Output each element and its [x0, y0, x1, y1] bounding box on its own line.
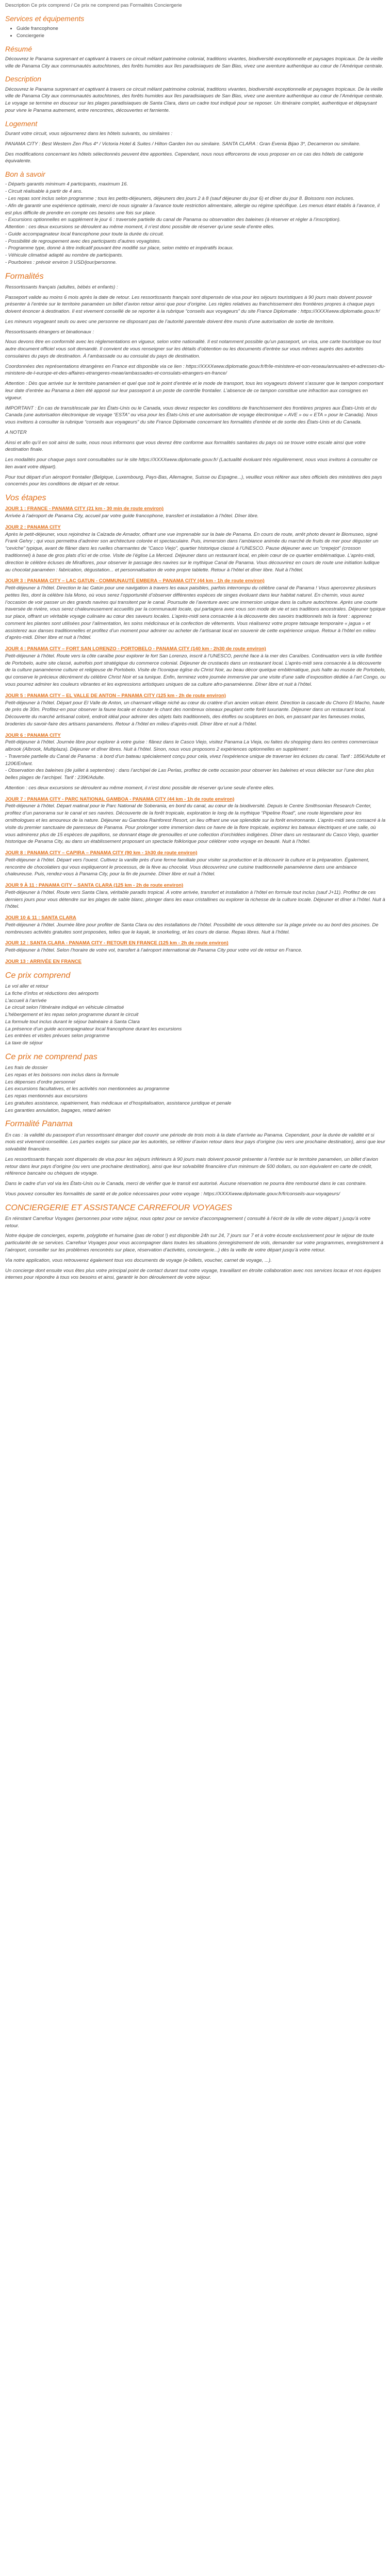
logement-hotels: PANAMA CITY : Best Western Zen Plus 4* / Victoria Hotel & Suites / Hilton Garden Inn ou similaire. SANTA CLARA : Gran Evenia Bijao 3*, Decameron ou similaire. [5, 141, 361, 147]
day-title: JOUR 5 : PANAMA CITY – EL VALLE DE ANTON – PANAMA CITY (125 km - 2h de route environ) [5, 692, 226, 699]
day-text: Petit-déjeuner à l’hôtel. Route vers Santa Clara, véritable paradis tropical. À votre arrivée, transfert et installation à l’hôtel en formule tout inclus (sauf J+11). Profitez de ces derniers jours pour vous détendre sur les plages de sable blanc, plonger dans les eaux cristallines ou explorer la richesse de la culture locale. Déjeuner et dîner à l’hôtel. Nuit à l’hôtel. [5, 889, 385, 910]
day-title: JOUR 10 & 11 : SANTA CLARA [5, 915, 76, 921]
bon-a-savoir-line: - Les repas sont inclus selon programme ; tous les petits-déjeuners, déjeuners des jours 2 à 8 (sauf déjeuner du jour 6) et dîner du jour 8. Boissons non incluses. [5, 195, 354, 201]
formalites-text: Pour tout départ d’un aéroport frontalier (Belgique, Luxembourg, Pays-Bas, Allemagne, Suisse ou Espagne...), veuillez vous référer aux sites officiels des ministères des pays concernés pour les conditions de départ et de retour. [5, 474, 382, 487]
logement-intro: Durant votre circuit, vous séjournerez dans les hôtels suivants, ou similaires : [5, 131, 173, 137]
formalite-panama-text: Dans le cadre d’un vol via les États-Unis ou le Canada, merci de vérifier que le transit est autorisé. Aucune réservation ne pourra être remboursé dans le cas contraire. [5, 1181, 367, 1187]
days-title: Vos étapes [5, 494, 46, 503]
services-title: Services et équipements [5, 14, 85, 23]
inclus-list [5, 983, 386, 1047]
formalites-title: Formalités [5, 272, 44, 281]
non-inclus-item: Les garanties annulation, bagages, retard aérien [5, 1107, 111, 1113]
inclus-item: La fiche d’infos et réductions des aéroports [5, 990, 99, 996]
formalites-text: Ressortissants étrangers et binationaux : [5, 329, 94, 335]
service-item: • Conciergerie [17, 32, 386, 40]
day-text: Petit-déjeuner à l’hôtel. Route vers la côte caraïbe pour explorer le fort San Lorenzo, inscrit à l’UNESCO, perché face à la mer des Caraïbes. Continuation vers la ville fortifiée de Portobelo, autre site classé, autrefois port stratégique du commerce colonial. Déjeuner de crustacés dans un restaurant local. L’après-midi sera consacrée à la découverte de la culture panaméenne culture et religieuse de Portobelo. Visite de l’Iconique église du Christ Noir, au beau décor quelque emblématique, puis halte au musée de Portobelo, qui conserve le précieux décrément du célèbre Christ Noir et sa tunique. Enfin, terminez votre journée immersive par une visite d’une salle d’exposition dédiée à l’art Congo, ou vous pourrez admirer les couleurs vibrantes et les expressions artistiques uniques de sa culture afro-panaméenne. Dîner libre et nuit à l’hôtel. [5, 653, 386, 687]
day-text: Arrivée à l’aéroport de Panama City, accueil par votre guide francophone, transfert et installation à l’hôtel. Dîner libre. [5, 513, 259, 519]
conciergerie-text: Via notre application, vous retrouverez également tous vos documents de voyage (e-billets, voucher, carnet de voyage, ...). [5, 1257, 272, 1263]
formalites-text: Les mineurs voyageant seuls ou avec une personne ne disposant pas de l’autorité parentale doivent être munis d’une autorisation de sortie de territoire. [5, 318, 335, 325]
formalites-text: Attention : Dès que arrivée sur le territoire panaméen et quel que soit le point d’entrée et le mode de transport, tous les voyageurs doivent s’assurer que le tampon comportant leur date d’entrée au Panama a bien été apposé sur leur passeport à un poste de contrôle frontalier. L’absence de ce tampon constitue une infraction aux consignes en vigueur. [5, 381, 383, 401]
non-inclus-item: Les dépenses d’ordre personnel [5, 1079, 75, 1085]
day-block [5, 524, 386, 573]
formalite-panama-text: Les ressortissants français sont dispensés de visa pour les séjours inférieurs à 90 jours mais doivent pouvoir présenter à l’entrée sur le territoire panaméen, un billet d’avion retour dans leur pays d’origine (ou vers une prochaine destination), ainsi que leur solvabilité financière d’un minimum de 500 dollars, ou son équivalent en carte de crédit, référence bancaire ou chèques de voyage. [5, 1156, 378, 1177]
non-inclus-item: Les frais de dossier [5, 1065, 48, 1071]
formalites-text: IMPORTANT : En cas de transit/escale par les États-Unis ou le Canada, vous devez respecter les conditions de franchissement des frontières propres aux États-Unis et du Canada (une autorisation électronique de voyage “ESTA” ou visa pour les États-Unis et une autorisation de voyage électronique « AVE » ou « ETA » pour le Canada). Nous vous invitons à consulter la rubrique “conseils aux voyageurs” du site France Diplomatie concernant les formalités d’entrée et de sortie des États-Unis et du Canada. [5, 405, 378, 426]
day-block [5, 940, 386, 954]
resume-text: Découvrez le Panama surprenant et captivant à travers ce circuit mêlant patrimoine colonial, traditions vivantes, biodiversité exceptionnelle et paysages tropicaux. De la vieille ville de Panama City aux communautés autochtones, des forêts humides aux îles paradisiaques de San Blas, vivez une aventure authentique au cœur de l’Amérique centrale. [5, 56, 383, 69]
inclus-item: Le circuit selon l’itinéraire indiqué en véhicule climatisé [5, 1005, 124, 1011]
service-item: • Guide francophone [17, 25, 386, 32]
formalites-text: Nous devons être en conformité avec les réglementations en vigueur, selon votre nationalité. Il est notamment possible qu’un passeport, un visa, une carte touristique ou tout autre document officiel vous soit demandé. Il convient de vous renseigner sur les détails d’obtention ou les documents d’entrée sur vous mêmes auprès des autorités consulaires du pays de destination. À l’ambassade ou au consulat du pays de destination. [5, 339, 381, 359]
day-extra: - Traversée partielle du Canal de Panama : à bord d’un bateau spécialement conçu pour cela, vivez l’expérience unique de traverser les écluses du canal. Tarif : 185€/Adulte et 120€/Enfant. [5, 753, 385, 767]
day-text: Petit-déjeuner à l’hôtel. Départ pour El Valle de Anton, un charmant village niché au cœur du cratère d’un ancien volcan éteint. Direction la cascade du Chorro El Macho, haute de près de 30m. Profitez-en pour observer la faune locale et écouter le chant des nombreux oiseaux peuplant cette forêt luxuriante. Déjeuner dans un restaurant local. Découverte du marché artisanal coloré, endroit idéal pour admirer des objets faits traditionnels, des étoffes ou sculptures en bois, en passant par les fameuses molas, broderies du savoir-faire des artisans panaméens. Retour à l’hôtel en milieu d’après-midi. Dîner libre et nuit à l’hôtel. [5, 700, 385, 727]
formalite-panama-text: Vous pouvez consulter les formalités de santé et de police nécessaires pour votre voyage : https://XXXXwww.diplomatie.gouv.fr/fr/conseils-aux-voyageurs/ [5, 1191, 340, 1197]
day-text: Petit-déjeuner à l’hôtel. Départ matinal pour le Parc National de Soberania, en bord du canal, au cœur de la biodiversité. Depuis le Centre Smithsonian Research Center, profitez d’un panorama sur le canal et ses navires. Découverte de la forêt tropicale, exploration le long de la mythique “Pipeline Road”, une route légendaire pour les ornithologues et les amoureux de la nature. Déjeuner au Gamboa Rainforest Resort, un lieu offrant une vue splendide sur la forêt environnante. L’après-midi sera consacré à la visite du premier sanctuaire de paresseux de Panama. Pour prolonger votre immersion dans ce havre de la flore tropicale, explorez les bateaux électriques et une salle, où vous admirerez plus de 15 espèces de papillons, se donnant étage de grenouilles et une collection d’orchidées indigènes. Dîner dans un restaurant du Casco Viejo, quartier historique de Panama City, au dans un établissement proposant un spectacle folklorique pour célébrer votre voyage en beauté. Nuit à l’hôtel. [5, 803, 386, 845]
formalites-text: Passeport valide au moins 6 mois après la date de retour. Les ressortissants français sont dispensés de visa pour les séjours touristiques à 90 jours mais doivent pouvoir présenter à l’entrée sur le territoire panaméen un billet d’avion retour ainsi que pour d’origine. Les règles relatives au franchissement des frontières propres à chaque pays doivent énoncer à destination. Il est vivement conseillé de se reporter à la rubrique “conseils aux voyageurs” du site France Diplomatie : https://XXXXwww.diplomatie.gouv.fr/ [5, 294, 380, 315]
day-block [5, 882, 386, 910]
formalites-text: Coordonnées des représentations étrangères en France est disponible via ce lien : https://XXXXwww.diplomatie.gouv.fr/fr/le-ministere-et-son-reseau/annuaires-et-adresses-du-ministere-de-l-europe-et-des-affaires-etrangeres-meae/ambassades-et-consulats-etrangers-en-france/ [5, 363, 385, 377]
day-text: Petit-déjeuner à l’hôtel. Départ vers l’ouest. Cultivez la vanille près d’une ferme familiale pour visiter sa production et la découvrir la culture et la préparation. Également, rencontre de chocolatiers qui vous expliqueront le processus, de la fève au chocolat. Vous découvrirez une cuisine traditionnelle panaméenne dans une ambiance chaleureuse. Puis, rendez-vous à Panama City, pour la fin de journée. Dîner libre et nuit à l’hôtel. [5, 857, 369, 877]
bon-a-savoir-list [5, 181, 386, 266]
day-title: JOUR 13 : ARRIVÉE EN FRANCE [5, 959, 82, 965]
inclus-item: La taxe de séjour [5, 1040, 43, 1046]
day-title: JOUR 2 : PANAMA CITY [5, 524, 61, 530]
bon-a-savoir-line: - Pourboires : prévoir environ 3 USD/jour/personne. [5, 259, 117, 265]
formalites-text: Les modalités pour chaque pays sont consultables sur le site https://XXXXwww.diplomatie.gouv.fr/ (Lactualité évoluant très régulièrement, nous vous invitons à consulter ce lien avant votre départ). [5, 457, 378, 470]
day-block [5, 958, 386, 965]
day-title: JOUR 3 : PANAMA CITY – LAC GATUN - COMMUNAUTÉ EMBERA – PANAMA CITY (44 km - 1h de route environ) [5, 578, 265, 584]
bon-a-savoir-line: - Programme type, donné à titre indicatif pouvant être modifié sur place, selon météo et impératifs locaux. [5, 245, 234, 251]
day-block [5, 646, 386, 688]
bon-a-savoir-line: - Afin de garantir une expérience optimale, merci de nous signaler à l’avance toute restriction alimentaire, allergie ou régime spécifique. Les menus étant établis à l’avance, il est plus difficile de prendre en compte ces besoins une fois sur place. [5, 202, 380, 216]
bon-a-savoir-line: - Possibilité de regroupement avec des participants d’autres voyagistes. [5, 238, 161, 244]
resume-title: Résumé [5, 44, 32, 53]
day-title: JOUR 7 : PANAMA CITY - PARC NATIONAL GAMBOA - PANAMA CITY (44 km - 1h de route environ) [5, 796, 235, 802]
non-inclus-item: Les repas mentionnés aux excursions [5, 1093, 88, 1099]
day-block [5, 796, 386, 845]
conciergerie-text: En réinstant Carrefour Voyages (personnes pour votre séjour, nous optez pour ce service d’accompagnement ( consulté à l’écrit de la ville de votre départ ) jusqu’à votre retour. [5, 1215, 371, 1229]
conciergerie-text: Un concierge dont ensuite vous êtes plus votre principal point de contact durant tout notre voyage, travaillant en étroite collaboration avec nos services locaux et nos équipes internes pour répondre à tous vos besoins et ainsi, garantir le bon déroulement de votre séjour. [5, 1267, 381, 1281]
day-text: Petit-déjeuner à l’hôtel. Journée libre pour profiter de Santa Clara ou des installations de l’hôtel. Possibilité de vous détendre sur la plage privée ou au bord des piscines. De nombreuses activités gratuites sont proposées, telles que le kayak, le snorkeling, et les cours de danse. Repas libres. Nuit à l’hôtel. [5, 922, 379, 935]
day-text: Après le petit-déjeuner, vous rejoindrez la Calzada de Amador, offrant une vue imprenable sur la baie de Panama. En cours de route, arrêt photo devant le Biomuseo, signé Frank Gehry ; qui vous permettra d’admirer son architecture colorée et spectaculaire. Puis, immersion dans l’ambiance animée du marché de fruits de mer pour déguster un “ceviche” typique, avant de flâner dans les ruelles charmantes de “Casco Viejo”, quartier historique classé à l’UNESCO. Pause déjeuner avec un “crepejot” (crosson traditionnel) à base de gros plats d’ici et de crise. Visite de l’église La Merced. Déjeuner dans un restaurant local, en plein cœur de ce quartier emblématique. L’après-midi, direction le célèbre écluses de Miraflores, pour observer le passage des navires sur le mythique Canal de Panama. Vous découvrirez en cours de route une initiation ludique au chocolat panaméen : fabrication, dégustation... et personnalisation de votre propre tablette. Retour à l’hôtel et dîner libre. Nuit à l’hôtel. [5, 531, 380, 573]
conciergerie-title: CONCIERGERIE ET ASSISTANCE CARREFOUR VOYAGES [5, 1203, 233, 1212]
day-text: Petit-déjeuner à l’hôtel. Direction le lac Gatún pour une navigation à travers les eaux paisibles, parfois interrompu du célèbre canal de Panama ! Vous apercevrez plusieurs petites îles, dont la célèbre Isla Mono, où vous serez l’opportunité d’observer différentes espèces de singes évoluant dans leur habitat naturel. En chemin, vous aurez l’occasion de voir passer un des grands navires qui transitent par le canal. Poursuite de l’aventure avec une immersion unique dans la culture autochtone. Après une courte traversée de rivière, vous serez chaleureusement accueillis par la communauté locale, qui partagera avec vous son mode de vie et ses traditions ancestrales. Déjeuner typique sur place, offrant un véritable voyage culinaire au cœur des saveurs locales. L’après-midi sera consacrée à la découverte des savoirs traditionnels tels la foret : apprenez comment les plantes sont utilisées pour l’alimentation, les soins médicinaux et la confection de vêtements. Vous réaliserez votre propre tatouage temporaire « jagua » et assisterez aux danses traditionnelles et profitez d’un moment pour admirer ou acheter de l’artisanat local en souvenir de cette expérience unique. Retour à l’hôtel en milieu d’après-midi. Dîner libre et nuit à l’hôtel. [5, 585, 386, 641]
day-title: JOUR 8 : PANAMA CITY – CAPIRA – PANAMA CITY (90 km - 1h30 de route environ) [5, 850, 198, 856]
day-block [5, 914, 386, 936]
bon-a-savoir-line: - Départs garantis minimum 4 participants, maximum 16. [5, 181, 128, 188]
bon-a-savoir-line: - Véhicule climatisé adapté au nombre de participants. [5, 252, 123, 259]
non-inclus-item: Les repas et les boissons non inclus dans la formule [5, 1072, 119, 1078]
day-block [5, 732, 386, 792]
bon-a-savoir-line: - Guide accompagnateur local francophone pour toute la durée du circuit. [5, 231, 164, 237]
day-title: JOUR 1 : FRANCE - PANAMA CITY (21 km - 30 min de route environ) [5, 506, 164, 512]
inclus-item: L’hébergement et les repas selon programme durant le circuit [5, 1012, 139, 1018]
inclus-title: Ce prix comprend [5, 971, 71, 980]
day-block [5, 850, 386, 878]
description-title: Description [5, 75, 42, 83]
day-title: JOUR 6 : PANAMA CITY [5, 732, 61, 738]
formalite-panama-title: Formalité Panama [5, 1120, 73, 1129]
day-title: JOUR 12 : SANTA CLARA - PANAMA CITY - RETOUR EN FRANCE (125 km - 2h de route environ) [5, 940, 229, 946]
conciergerie-text: Notre équipe de concierges, experte, polyglotte et humaine (pas de robot !) est disponible 24h sur 24, 7 jours sur 7 et à votre écoute exclusivement pour le séjour de toute particularité de se services. Carrefour Voyages pour vous accompagner dans toutes les situations (enregistrement de vols, demander sur votre programmes, enregistrement à l’aéroport, conseiller sur les problèmes rencontrés sur place, réservation d’activités, conciergerie...) dès la veille de votre départ jusqu’à votre retour. [5, 1233, 384, 1253]
day-text: Petit-déjeuner à l’hôtel. Journée libre pour explorer à votre guise : flânez dans le Casco Viejo, visitez Panama La Vieja, ou faites du shopping dans les centres commerciaux albrook (Albrook, Multiplaza). Déjeuner et dîner libres. Nuit à l’hôtel. Sinon, nous vous proposons 2 expériences optionnelles en supplément : [5, 739, 379, 753]
bottom-padding [5, 1284, 386, 1289]
day-block [5, 578, 386, 641]
bon-a-savoir-line: - Excursions optionnelles en supplément le jour 6 : traversée partielle du canal de Panama ou observation des baleines (à réserver et régler à l’inscription). [5, 217, 341, 223]
day-text: Petit-déjeuner à l’hôtel. Selon l’horaire de votre vol, transfert à l’aéroport international de Panama City pour votre vol de retour en France. [5, 947, 303, 954]
formalite-panama-text: En cas : la validité du passeport d’un ressortissant étranger doit couvrir une période de trois mois à la date d’arrivée au Panama. Cependant, pour la durée de validité et si mois est vivement conseillée. Les parties exigés sur place par les autorités, se référer d’avion retour dans leur pays d’origine (ou vers une prochaine destination), ainsi que leur solvabilité financière. [5, 1132, 385, 1153]
page-nav-line[interactable]: Description Ce prix comprend / Ce prix ne comprend pas Formalités Conciergerie [5, 3, 182, 8]
day-title: JOUR 9 À 11 : PANAMA CITY – SANTA CLARA (125 km - 2h de route environ) [5, 883, 184, 889]
inclus-item: Le vol aller et retour [5, 983, 48, 989]
non-inclus-item: Les excursions facultatives, et les activités non mentionnées au programme [5, 1086, 170, 1092]
formalites-text: Ressortissants français (adultes, bébés et enfants) : [5, 284, 118, 290]
bon-a-savoir-line: Attention : ces deux excursions se déroulent au même moment, il n’est donc possible de réserver qu’une seule d’entre elles. [5, 224, 275, 230]
day-title: JOUR 4 : PANAMA CITY – FORT SAN LORENZO - PORTOBELO - PANAMA CITY (140 km - 2h30 de route environ) [5, 646, 266, 652]
non-inclus-list [5, 1064, 386, 1114]
non-inclus-title: Ce prix ne comprend pas [5, 1052, 97, 1061]
inclus-item: L’accueil à l’arrivée [5, 997, 47, 1004]
formalites-text: Ainsi et afin qu’il en soit ainsi de suite, nous nous informons que vous devrez être conforme aux formalités sanitaires du pays où se trouve votre escale ainsi que votre destination finale. [5, 439, 366, 453]
day-block [5, 692, 386, 728]
bon-a-savoir-line: - Circuit réalisable à partir de 4 ans. [5, 189, 83, 195]
description-text: Découvrez le Panama surprenant et captivant à travers ce circuit mêlant patrimoine colonial, traditions vivantes, biodiversité exceptionnelle et paysages tropicaux. De la vieille ville de Panama City aux communautés autochtones, des forêts humides aux îles paradisiaques de San Blas, vivez une aventure authentique au cœur de l’Amérique centrale. Le voyage se termine en douceur sur les plages paradisiaques de Santa Clara, dans un cadre tout indiqué pour se reposer. Un itinéraire complet, authentique et dépaysant pour vivre le Panama autrement, entre rencontres, découvertes et farniente. [5, 86, 383, 114]
inclus-item: Les entrées et visites prévues selon programme [5, 1033, 110, 1039]
day-extra: - Observation des baleines (de juillet à septembre) : dans l’archipel de Las Perlas, profitez de cette occasion pour observer les baleines et vous délecter sur l’une des plus belles plages de l’archipel. Tarif : 239€/Adulte. [5, 768, 374, 781]
inclus-item: La formule tout inclus durant le séjour balnéaire à Santa Clara [5, 1019, 140, 1025]
services-list [5, 25, 386, 40]
day-block [5, 505, 386, 520]
bon-a-savoir-title: Bon à savoir [5, 170, 45, 179]
inclus-item: La présence d’un guide accompagnateur local francophone durant les excursions [5, 1026, 182, 1032]
logement-note: Des modifications concernant les hôtels sélectionnés peuvent être apportées. Cependant, nous nous efforcerons de vous proposer en ce cas des hôtels de catégorie équivalente. [5, 151, 364, 164]
formalites-text: A NOTER [5, 429, 27, 435]
logement-title: Logement [5, 119, 38, 128]
day-note: Attention : ces deux excursions se déroulent au même moment, il n’est donc possible de réserver qu’une seule d’entre elles. [5, 785, 275, 791]
non-inclus-item: Les gratuites assistance, rapatriement, frais médicaux et d’hospitalisation, assistance juridique et penale [5, 1100, 232, 1106]
